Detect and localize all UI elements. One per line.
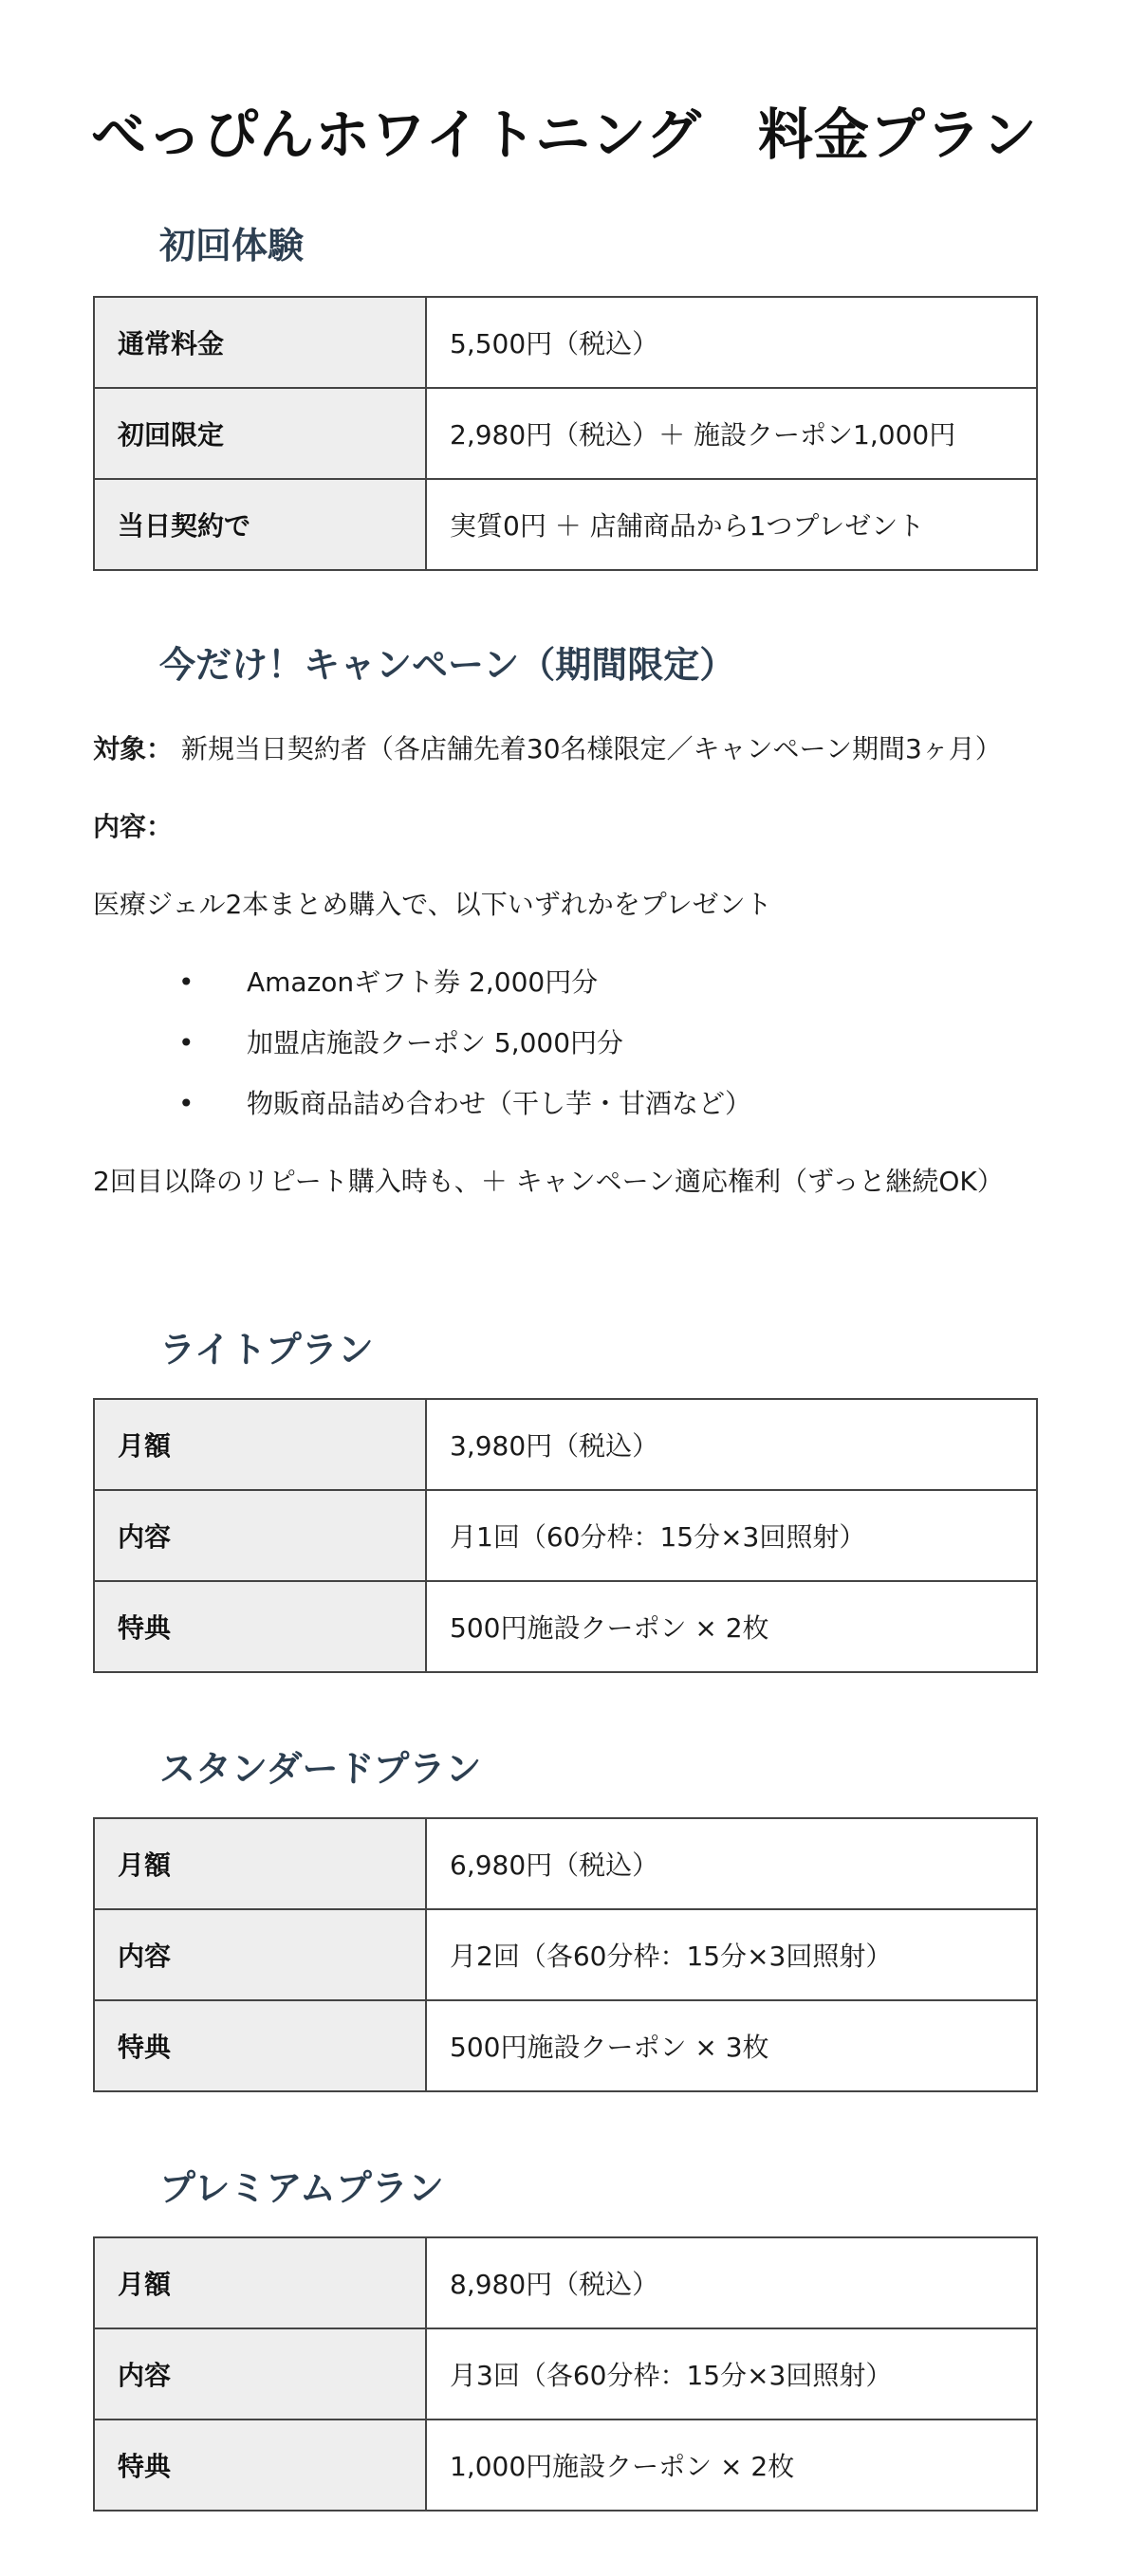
row-value: 8,980円（税込）: [426, 2237, 1037, 2328]
bullet-icon: •: [178, 966, 194, 998]
table-row: [94, 388, 1037, 479]
list-item: [178, 1085, 751, 1123]
row-label: 月額: [94, 2237, 426, 2328]
campaign-target-text: 新規当日契約者（各店舗先着30名様限定／キャンペーン期間3ヶ月）: [180, 733, 1002, 764]
row-value: 実質0円 ＋ 店舗商品から1つプレゼント: [426, 479, 1037, 570]
row-label: 初回限定: [94, 388, 426, 479]
row-label: 内容: [94, 1490, 426, 1581]
table-row: [94, 297, 1037, 388]
row-label: 特典: [94, 2420, 426, 2511]
table-row: [94, 1581, 1037, 1672]
list-item: [178, 964, 598, 1002]
table-row: [94, 2000, 1037, 2091]
premium-plan-title: プレミアムプラン: [159, 2167, 444, 2209]
premium-plan-table: [93, 2236, 1038, 2512]
row-label: 特典: [94, 2000, 426, 2091]
table-row: [94, 2237, 1037, 2328]
row-label: 月額: [94, 1399, 426, 1490]
campaign-note: 2回目以降のリピート購入時も、＋ キャンペーン適応権利（ずっと継続OK）: [93, 1166, 1004, 1197]
table-row: [94, 479, 1037, 570]
trial-section-title: 初回体験: [159, 225, 305, 267]
trial-price-table: [93, 296, 1038, 571]
row-value: 500円施設クーポン × 3枚: [426, 2000, 1037, 2091]
light-plan-title: ライトプラン: [159, 1329, 374, 1371]
table-row: [94, 2328, 1037, 2420]
row-value: 6,980円（税込）: [426, 1818, 1037, 1909]
row-value: 5,500円（税込）: [426, 297, 1037, 388]
table-row: [94, 1909, 1037, 2000]
campaign-section-title: 今だけ！キャンペーン（期間限定）: [159, 644, 736, 686]
row-value: 3,980円（税込）: [426, 1399, 1037, 1490]
table-row: [94, 2420, 1037, 2511]
row-value: 500円施設クーポン × 2枚: [426, 1581, 1037, 1672]
row-value: 2,980円（税込）＋ 施設クーポン1,000円: [426, 388, 1037, 479]
standard-plan-title: スタンダードプラン: [159, 1748, 482, 1790]
row-value: 月1回（60分枠：15分×3回照射）: [426, 1490, 1037, 1581]
page-title: べっぴんホワイトニング 料金プラン: [91, 102, 1038, 167]
list-item: [178, 1024, 623, 1062]
row-label: 月額: [94, 1818, 426, 1909]
light-plan-table: [93, 1398, 1038, 1673]
list-item-text: 物販商品詰め合わせ（干し芋・甘酒など）: [247, 1088, 752, 1119]
row-label: 内容: [94, 2328, 426, 2420]
bullet-icon: •: [178, 1027, 194, 1058]
list-item-text: Amazonギフト券 2,000円分: [247, 966, 599, 998]
list-item-text: 加盟店施設クーポン 5,000円分: [247, 1027, 624, 1058]
row-label: 当日契約で: [94, 479, 426, 570]
table-row: [94, 1399, 1037, 1490]
row-value: 1,000円施設クーポン × 2枚: [426, 2420, 1037, 2511]
row-label: 特典: [94, 1581, 426, 1672]
standard-plan-table: [93, 1817, 1038, 2092]
campaign-target-label: 対象：: [93, 733, 174, 764]
campaign-intro: 医療ジェル2本まとめ購入で、以下いずれかをプレゼント: [93, 889, 772, 920]
row-label: 通常料金: [94, 297, 426, 388]
table-row: [94, 1490, 1037, 1581]
row-value: 月3回（各60分枠：15分×3回照射）: [426, 2328, 1037, 2420]
campaign-target: [93, 730, 1002, 768]
row-label: 内容: [94, 1909, 426, 2000]
row-value: 月2回（各60分枠：15分×3回照射）: [426, 1909, 1037, 2000]
bullet-icon: •: [178, 1088, 194, 1119]
campaign-content-label: 内容：: [93, 811, 174, 842]
table-row: [94, 1818, 1037, 1909]
